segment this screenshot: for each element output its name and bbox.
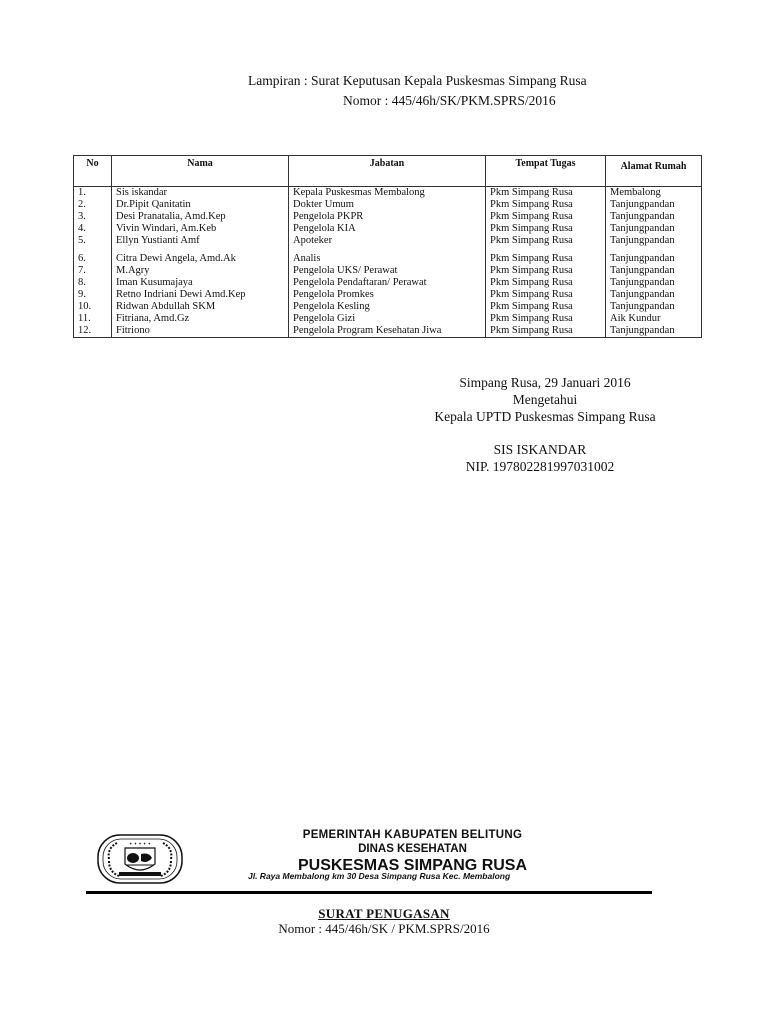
regency-crest-icon	[97, 834, 183, 884]
cell-nama: Ellyn Yustianti Amf	[112, 235, 289, 247]
cell-alamat-rumah: Tanjungpandan	[606, 235, 702, 247]
cell-jabatan: Pengelola Kesling	[289, 301, 486, 313]
column-header-nama: Nama	[112, 156, 289, 187]
mengetahui-label: Mengetahui	[512, 392, 578, 407]
letterhead-department: DINAS KESEHATAN	[358, 843, 467, 855]
cell-tempat-tugas: Pkm Simpang Rusa	[486, 223, 606, 235]
cell-tempat-tugas: Pkm Simpang Rusa	[486, 265, 606, 277]
cell-no: 5.	[74, 235, 112, 247]
cell-jabatan: Pengelola Gizi	[289, 313, 486, 325]
cell-alamat-rumah: Tanjungpandan	[606, 325, 702, 338]
column-header-tempat-tugas: Tempat Tugas	[486, 156, 606, 187]
table-row	[74, 211, 702, 223]
cell-no: 11.	[74, 313, 112, 325]
cell-alamat-rumah: Membalong	[606, 187, 702, 200]
cell-tempat-tugas: Pkm Simpang Rusa	[486, 199, 606, 211]
letterhead-address: Jl. Raya Membalong km 30 Desa Simpang Rusa Kec. Membalong	[248, 871, 511, 881]
signatory-nip: NIP. 197802281997031002	[465, 459, 615, 474]
assignment-letter-title: SURAT PENUGASAN	[318, 906, 450, 921]
cell-tempat-tugas: Pkm Simpang Rusa	[486, 313, 606, 325]
letterhead-institution: PUSKESMAS SIMPANG RUSA	[297, 857, 528, 874]
cell-no: 3.	[74, 211, 112, 223]
cell-alamat-rumah: Aik Kundur	[606, 313, 702, 325]
cell-no: 8.	[74, 277, 112, 289]
cell-tempat-tugas: Pkm Simpang Rusa	[486, 235, 606, 247]
cell-alamat-rumah: Tanjungpandan	[606, 211, 702, 223]
decree-number: Nomor : 445/46h/SK/PKM.SPRS/2016	[343, 93, 556, 108]
cell-no: 1.	[74, 187, 112, 200]
cell-jabatan: Pengelola PKPR	[289, 211, 486, 223]
cell-tempat-tugas: Pkm Simpang Rusa	[486, 325, 606, 338]
column-header-jabatan: Jabatan	[289, 156, 486, 187]
cell-jabatan: Pengelola KIA	[289, 223, 486, 235]
cell-no: 10.	[74, 301, 112, 313]
cell-tempat-tugas: Pkm Simpang Rusa	[486, 211, 606, 223]
cell-tempat-tugas: Pkm Simpang Rusa	[486, 301, 606, 313]
signatory-name: SIS ISKANDAR	[493, 442, 587, 457]
cell-nama: Fitriono	[112, 325, 289, 338]
cell-nama: Dr.Pipit Qanitatin	[112, 199, 289, 211]
lampiran-heading: Lampiran : Surat Keputusan Kepala Puskesmas Simpang Rusa	[248, 73, 587, 88]
cell-alamat-rumah: Tanjungpandan	[606, 277, 702, 289]
table-row	[74, 289, 702, 301]
cell-no: 9.	[74, 289, 112, 301]
cell-tempat-tugas: Pkm Simpang Rusa	[486, 277, 606, 289]
cell-jabatan: Pengelola Program Kesehatan Jiwa	[289, 325, 486, 338]
cell-nama: M.Agry	[112, 265, 289, 277]
cell-alamat-rumah: Tanjungpandan	[606, 223, 702, 235]
cell-no: 2.	[74, 199, 112, 211]
cell-nama: Sis iskandar	[112, 187, 289, 200]
table-row	[74, 313, 702, 325]
cell-nama: Vivin Windari, Am.Keb	[112, 223, 289, 235]
letterhead-government: PEMERINTAH KABUPATEN BELITUNG	[302, 829, 523, 841]
cell-tempat-tugas: Pkm Simpang Rusa	[486, 187, 606, 200]
table-row	[74, 235, 702, 247]
cell-alamat-rumah: Tanjungpandan	[606, 289, 702, 301]
cell-alamat-rumah: Tanjungpandan	[606, 199, 702, 211]
cell-jabatan: Pengelola UKS/ Perawat	[289, 265, 486, 277]
letterhead-divider	[86, 891, 652, 894]
cell-alamat-rumah: Tanjungpandan	[606, 247, 702, 265]
cell-jabatan: Kepala Puskesmas Membalong	[289, 187, 486, 200]
cell-nama: Retno Indriani Dewi Amd.Kep	[112, 289, 289, 301]
cell-alamat-rumah: Tanjungpandan	[606, 301, 702, 313]
table-header-row	[74, 156, 702, 187]
signature-block	[420, 374, 670, 475]
column-header-alamat-rumah: Alamat Rumah	[606, 156, 702, 187]
cell-jabatan: Analis	[289, 247, 486, 265]
staff-table	[73, 155, 702, 338]
table-row	[74, 223, 702, 235]
cell-jabatan: Apoteker	[289, 235, 486, 247]
cell-nama: Fitriana, Amd.Gz	[112, 313, 289, 325]
cell-no: 7.	[74, 265, 112, 277]
table-row	[74, 301, 702, 313]
table-row	[74, 265, 702, 277]
assignment-letter-number: Nomor : 445/46h/SK / PKM.SPRS/2016	[278, 921, 490, 936]
table-row	[74, 187, 702, 200]
cell-nama: Ridwan Abdullah SKM	[112, 301, 289, 313]
cell-no: 6.	[74, 247, 112, 265]
cell-tempat-tugas: Pkm Simpang Rusa	[486, 247, 606, 265]
place-date: Simpang Rusa, 29 Januari 2016	[459, 375, 631, 390]
table-row	[74, 199, 702, 211]
table-row	[74, 325, 702, 338]
svg-text:✦ ✦ ✦ ✦ ✦: ✦ ✦ ✦ ✦ ✦	[129, 841, 151, 846]
cell-nama: Iman Kusumajaya	[112, 277, 289, 289]
cell-nama: Citra Dewi Angela, Amd.Ak	[112, 247, 289, 265]
cell-alamat-rumah: Tanjungpandan	[606, 265, 702, 277]
cell-jabatan: Pengelola Promkes	[289, 289, 486, 301]
cell-jabatan: Pengelola Pendaftaran/ Perawat	[289, 277, 486, 289]
cell-no: 4.	[74, 223, 112, 235]
cell-tempat-tugas: Pkm Simpang Rusa	[486, 289, 606, 301]
table-row	[74, 247, 702, 265]
cell-no: 12.	[74, 325, 112, 338]
signatory-position: Kepala UPTD Puskesmas Simpang Rusa	[434, 409, 656, 424]
cell-nama: Desi Pranatalia, Amd.Kep	[112, 211, 289, 223]
cell-jabatan: Dokter Umum	[289, 199, 486, 211]
column-header-no: No	[74, 156, 112, 187]
letterhead	[285, 828, 540, 876]
table-row	[74, 277, 702, 289]
